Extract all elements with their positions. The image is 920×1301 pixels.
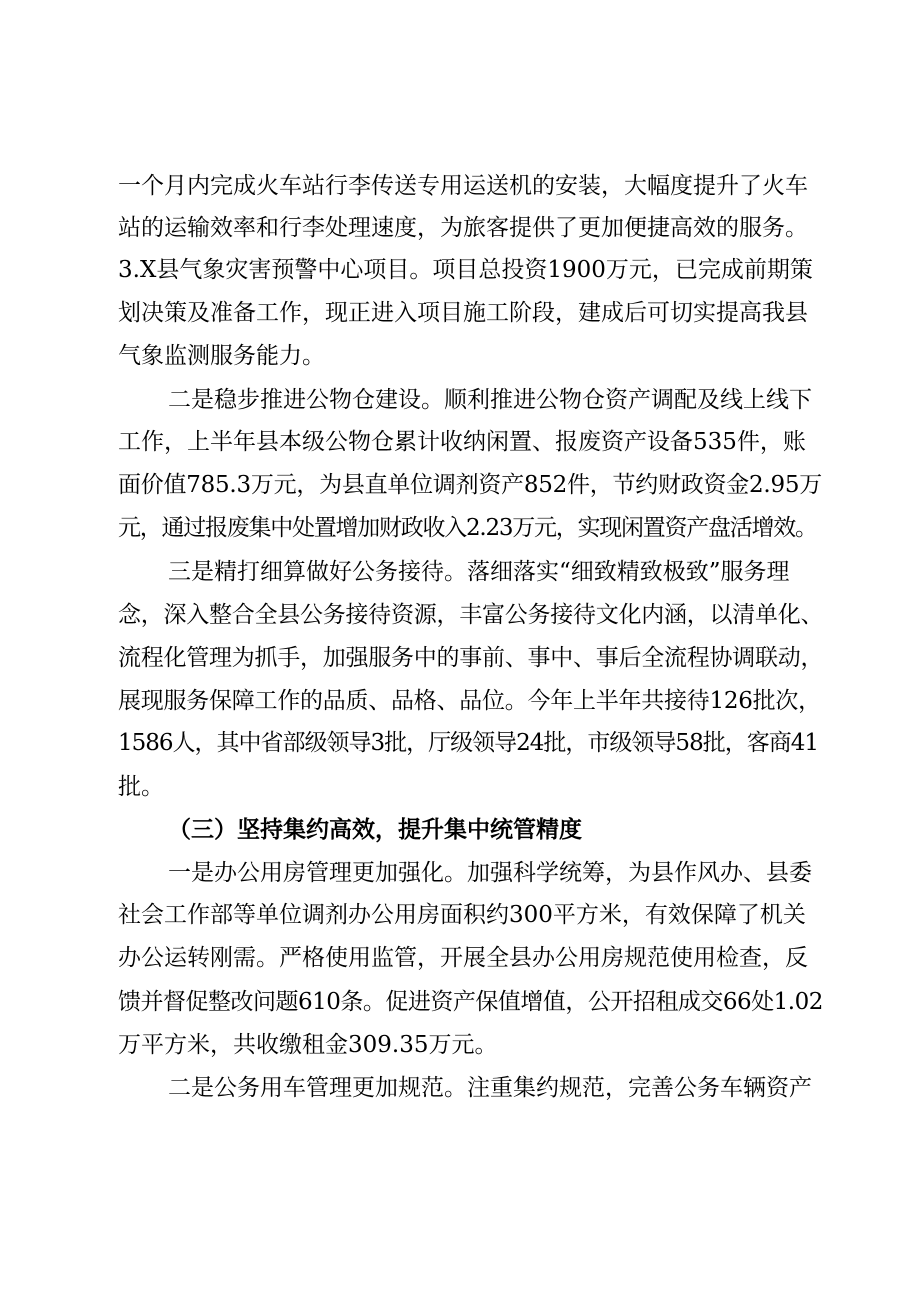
body-text-line: 展现服务保障工作的品质、品格、品位。今年上半年共接待126批次， <box>118 688 821 714</box>
section-heading: （三）坚持集约高效，提升集中统管精度 <box>168 816 582 843</box>
body-text-line: 社会工作部等单位调剂办公用房面积约300平方米，有效保障了机关 <box>118 902 806 928</box>
body-text-line: 办公运转刚需。严格使用监管，开展全县办公用房规范使用检查，反 <box>118 945 808 971</box>
body-text-line: 一是办公用房管理更加强化。加强科学统筹，为县作风办、县委 <box>168 860 812 886</box>
body-text-line: 3.X县气象灾害预警中心项目。项目总投资1900万元，已完成前期策 <box>118 257 813 283</box>
body-text-line: 流程化管理为抓手，加强服务中的事前、事中、事后全流程协调联动， <box>118 645 824 671</box>
body-text-line: 一个月内完成火车站行李传送专用运送机的安装，大幅度提升了火车 <box>118 173 808 199</box>
body-text-line: 三是精打细算做好公务接待。落细落实“细致精致极致”服务理 <box>168 559 790 585</box>
body-text-line: 站的运输效率和行李处理速度，为旅客提供了更加便捷高效的服务。 <box>118 215 808 241</box>
body-text-line: 万平方米，共收缴租金309.35万元。 <box>118 1032 498 1058</box>
body-text-line: 工作，上半年县本级公物仓累计收纳闲置、报废资产设备535件，账 <box>118 429 806 455</box>
body-text-line: 面价值785.3万元，为县直单位调剂资产852件，节约财政资金2.95万 <box>118 472 822 498</box>
body-text-line: 馈并督促整改问题610条。促进资产保值增值，公开招租成交66处1.02 <box>118 989 823 1015</box>
body-text-line: 划决策及准备工作，现正进入项目施工阶段，建成后可切实提高我县 <box>118 300 808 326</box>
body-text-line: 批。 <box>118 774 164 800</box>
body-text-line: 念，深入整合全县公务接待资源，丰富公务接待文化内涵，以清单化、 <box>118 602 824 628</box>
body-text-line: 气象监测服务能力。 <box>118 343 325 369</box>
body-text-line: 1586人，其中省部级领导3批，厅级领导24批，市级领导58批，客商41 <box>118 730 818 756</box>
body-text-line: 二是公务用车管理更加规范。注重集约规范，完善公务车辆资产 <box>168 1075 812 1101</box>
body-text-line: 元，通过报废集中处置增加财政收入2.23万元，实现闲置资产盘活增效。 <box>118 515 817 541</box>
body-text-line: 二是稳步推进公物仓建设。顺利推进公物仓资产调配及线上线下 <box>168 387 812 413</box>
